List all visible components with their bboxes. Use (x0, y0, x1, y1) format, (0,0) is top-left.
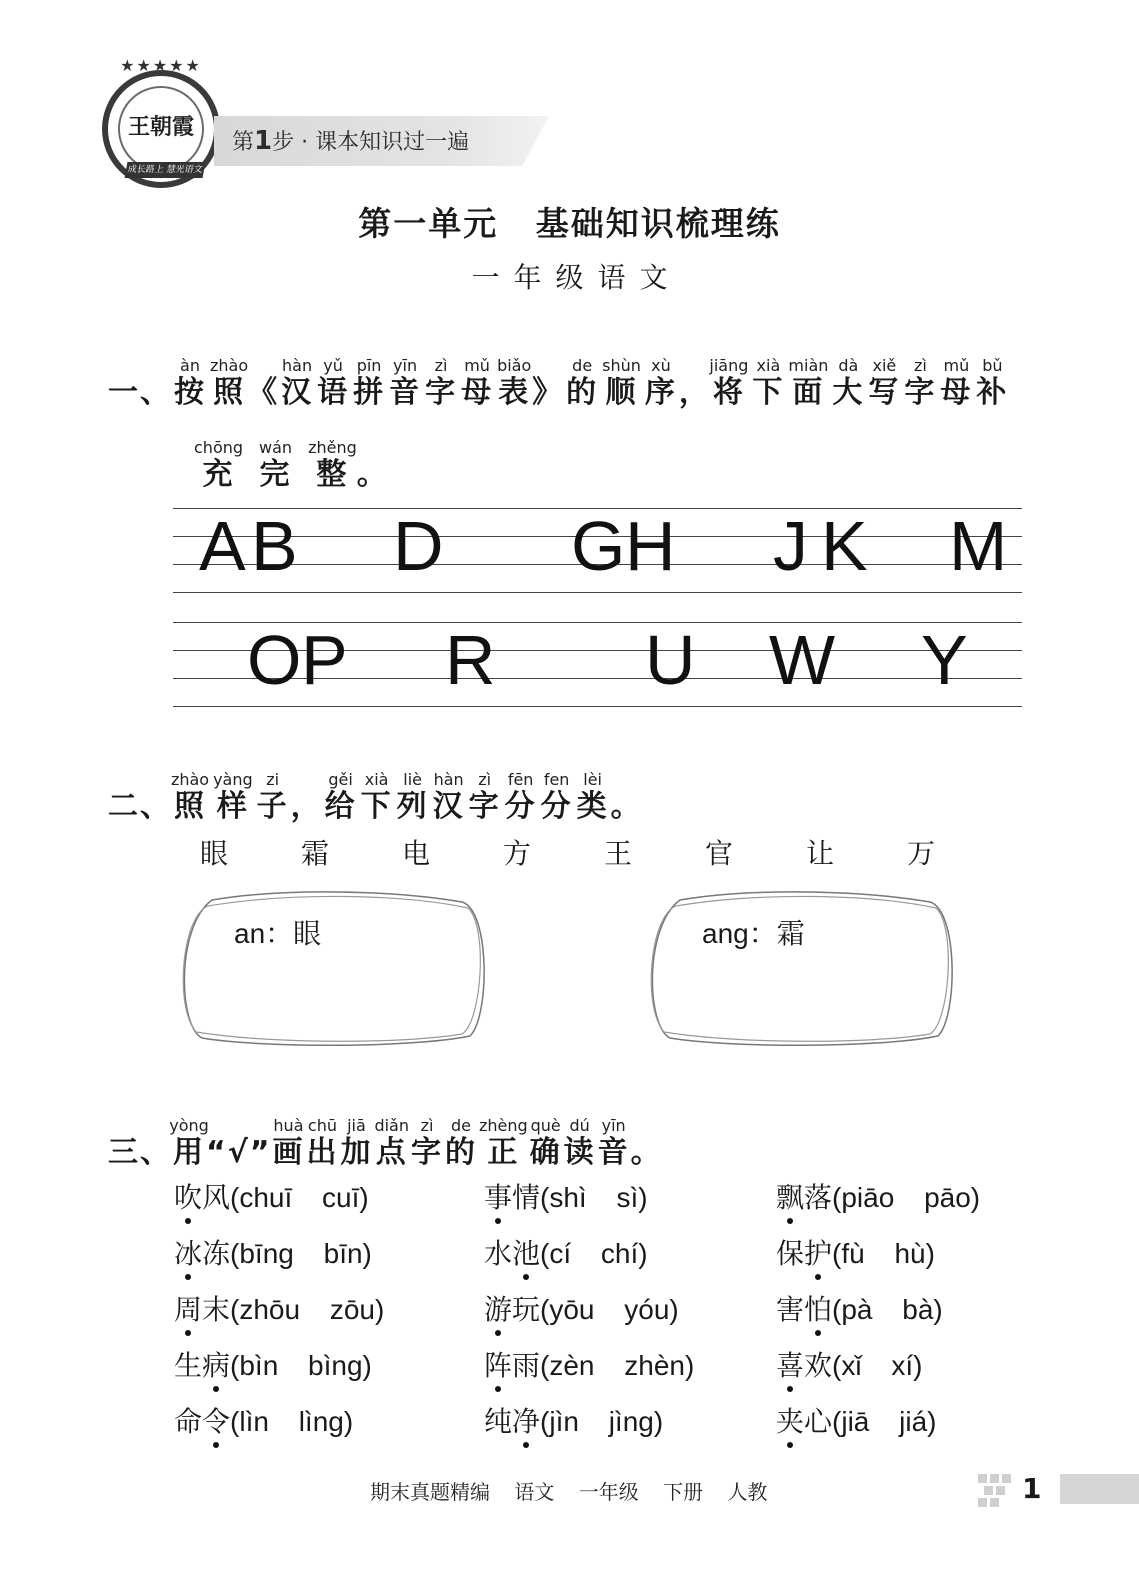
logo-name: 王朝霞 (127, 114, 194, 140)
section1-index: 一、 (108, 375, 172, 410)
letter-J: J (773, 507, 808, 585)
oval-ang-label: ang：霜 (702, 918, 805, 949)
hanzi-with-pinyin: 按àn (174, 356, 206, 410)
hanzi-with-pinyin: 将jiāng (709, 356, 749, 410)
letter-M: M (949, 507, 1008, 585)
section2-index: 二、 (108, 789, 172, 824)
hanzi-with-pinyin: 照zhào (210, 356, 249, 410)
logo-stars: ★★★★★ (120, 56, 202, 75)
hanzi-with-pinyin: 正zhèng (478, 1116, 528, 1170)
section3-line (108, 1118, 663, 1168)
choice-char: 池 (512, 1232, 540, 1272)
classify-char: 让 (806, 837, 835, 870)
punctuation: ， (678, 375, 711, 410)
choice-pinyin: (jiā jiá) (832, 1406, 937, 1437)
punctuation: 》 (532, 375, 565, 410)
hanzi-with-pinyin: 的de (444, 1116, 477, 1170)
choice-char: 事 (484, 1176, 512, 1216)
oval-an-label: an：眼 (234, 918, 322, 949)
hanzi-with-pinyin: 写xiě (868, 356, 901, 410)
hanzi-with-pinyin: 序xù (644, 356, 677, 410)
choice-char: 病 (202, 1344, 230, 1384)
choice-char: 命 (174, 1405, 203, 1438)
choice-char: 保 (776, 1237, 805, 1270)
classify-char: 万 (907, 837, 936, 870)
letter-A: A (199, 507, 246, 585)
hanzi-with-pinyin: 样yàng (213, 770, 253, 824)
hanzi-with-pinyin: 整zhěng (308, 438, 357, 492)
hanzi-with-pinyin: 给gěi (324, 770, 357, 824)
choice-pinyin: (zhōu zōu) (230, 1294, 385, 1325)
choice-pinyin: (lìn lìng) (230, 1406, 354, 1437)
choice-char: 雨 (512, 1349, 541, 1382)
hanzi-with-pinyin: 大dà (832, 356, 865, 410)
choice-char: 纯 (484, 1405, 513, 1438)
choice-item[interactable] (484, 1288, 679, 1328)
choice-item[interactable] (484, 1232, 648, 1272)
page-subtitle: 一年级语文 (471, 261, 682, 294)
letter-B: B (251, 507, 298, 585)
section1-line1 (108, 358, 1010, 408)
letter-U: U (645, 621, 696, 699)
choice-pinyin: (fù hù) (832, 1238, 935, 1269)
letter-O: O (247, 621, 302, 699)
choice-pinyin: (chuī cuī) (230, 1182, 369, 1213)
hanzi-with-pinyin: 拼pīn (353, 356, 386, 410)
oval-an (172, 886, 494, 1052)
choice-char: 净 (512, 1400, 540, 1440)
choice-char: 怕 (804, 1288, 832, 1328)
choice-char: 冰 (174, 1232, 202, 1272)
choice-item[interactable] (484, 1344, 694, 1384)
hanzi-with-pinyin: 汉hàn (281, 356, 314, 410)
choice-char: 水 (484, 1237, 513, 1270)
section1-line2 (186, 440, 389, 490)
choice-char: 情 (512, 1181, 541, 1214)
punctuation: “√” (206, 1135, 272, 1170)
hanzi-with-pinyin: 的de (566, 356, 599, 410)
choice-item[interactable] (776, 1344, 922, 1384)
page-title: 第一单元 基础知识梳理练 (358, 204, 781, 243)
choice-char: 害 (776, 1293, 805, 1326)
section2-question (170, 770, 643, 824)
hanzi-with-pinyin: 下xià (752, 356, 785, 410)
choice-char: 心 (804, 1405, 833, 1438)
section1-question-cont (186, 438, 389, 492)
section3-index: 三、 (108, 1135, 172, 1170)
letter-row-2 (173, 618, 1022, 702)
choice-pinyin: (jìn jìng) (540, 1406, 664, 1437)
choice-char: 令 (202, 1400, 230, 1440)
hanzi-with-pinyin: 加jiā (340, 1116, 373, 1170)
classify-char: 霜 (301, 837, 330, 870)
choice-char: 欢 (804, 1349, 833, 1382)
hanzi-with-pinyin: 画huà (272, 1116, 305, 1170)
choice-char: 落 (804, 1181, 833, 1214)
choice-char: 玩 (512, 1293, 541, 1326)
hanzi-with-pinyin: 顺shùn (602, 356, 641, 410)
hanzi-with-pinyin: 补bǔ (976, 356, 1009, 410)
letter-K: K (821, 507, 868, 585)
writing-grid-row2 (173, 622, 1022, 706)
choice-char: 护 (804, 1232, 832, 1272)
section1-question (172, 356, 1010, 410)
choice-char: 吹 (174, 1176, 202, 1216)
hanzi-with-pinyin: 字zì (425, 356, 458, 410)
choice-pinyin: (pà bà) (832, 1294, 943, 1325)
hanzi-with-pinyin: 子zi (256, 770, 289, 824)
letter-D: D (393, 507, 444, 585)
letter-G: G (571, 507, 626, 585)
classify-char: 电 (402, 837, 431, 870)
hanzi-with-pinyin: 列liè (396, 770, 429, 824)
letter-W: W (769, 621, 836, 699)
choice-char: 周 (174, 1288, 202, 1328)
hanzi-with-pinyin: 面miàn (788, 356, 829, 410)
page-bar (1060, 1474, 1139, 1504)
punctuation: ， (290, 789, 323, 824)
choice-item[interactable] (174, 1288, 384, 1328)
choice-pinyin: (cí chí) (540, 1238, 648, 1269)
classify-char: 眼 (200, 837, 229, 870)
classify-char: 王 (604, 837, 633, 870)
step-prefix: 第 (232, 130, 255, 155)
publisher-logo (102, 56, 220, 188)
letter-Y: Y (921, 621, 968, 699)
hanzi-with-pinyin: 照zhào (170, 770, 210, 824)
choice-char: 喜 (776, 1344, 804, 1384)
hanzi-with-pinyin: 充chōng (194, 438, 244, 492)
choice-item[interactable] (776, 1176, 980, 1216)
hanzi-with-pinyin: 字zì (468, 770, 501, 824)
choice-pinyin: (piāo pāo) (832, 1182, 981, 1213)
choice-pinyin: (bīng bīn) (230, 1238, 372, 1269)
choice-pinyin: (shì sì) (540, 1182, 648, 1213)
choice-item[interactable] (484, 1176, 648, 1216)
choice-char: 夹 (776, 1400, 804, 1440)
oval-ang (640, 886, 962, 1052)
page-number: 1 (1022, 1472, 1042, 1505)
choice-item[interactable] (174, 1400, 353, 1440)
hanzi-with-pinyin: 分fen (540, 770, 573, 824)
hanzi-with-pinyin: 类lèi (576, 770, 609, 824)
choice-char: 冻 (202, 1237, 231, 1270)
letter-H: H (625, 507, 676, 585)
punctuation: 。 (610, 789, 643, 824)
hanzi-with-pinyin: 汉hàn (432, 770, 465, 824)
choice-item[interactable] (174, 1232, 372, 1272)
punctuation: 。 (356, 457, 389, 492)
hanzi-with-pinyin: 语yǔ (317, 356, 350, 410)
step-label (232, 125, 469, 156)
hanzi-with-pinyin: 音yīn (597, 1116, 630, 1170)
choice-item[interactable] (776, 1400, 937, 1440)
choice-pinyin: (zèn zhèn) (540, 1350, 695, 1381)
choice-item[interactable] (484, 1400, 663, 1440)
choice-char: 生 (174, 1349, 203, 1382)
step-suffix: 步 · 课本知识过一遍 (272, 130, 470, 155)
hanzi-with-pinyin: 母mǔ (461, 356, 494, 410)
choice-item[interactable] (174, 1344, 372, 1384)
footer-text: 期末真题精编 语文 一年级 下册 人教 (370, 1480, 768, 1504)
hanzi-with-pinyin: 点diǎn (374, 1116, 409, 1170)
hanzi-with-pinyin: 音yīn (389, 356, 422, 410)
hanzi-with-pinyin: 字zì (410, 1116, 443, 1170)
hanzi-with-pinyin: 母mǔ (940, 356, 973, 410)
hanzi-with-pinyin: 用yòng (169, 1116, 209, 1170)
hanzi-with-pinyin: 分fēn (504, 770, 537, 824)
choice-char: 游 (484, 1288, 512, 1328)
choice-pinyin: (yōu yóu) (540, 1294, 679, 1325)
hanzi-with-pinyin: 表biǎo (497, 356, 532, 410)
hanzi-with-pinyin: 读dú (563, 1116, 596, 1170)
choice-pinyin: (bìn bìng) (230, 1350, 372, 1381)
choice-item[interactable] (776, 1232, 935, 1272)
choice-item[interactable] (776, 1288, 943, 1328)
choice-char: 阵 (484, 1344, 512, 1384)
logo-ribbon: 成长路上 慧光语文 (125, 162, 206, 178)
hanzi-with-pinyin: 完wán (259, 438, 293, 492)
step-number: 1 (254, 126, 273, 156)
hanzi-with-pinyin: 确què (529, 1116, 562, 1170)
choice-item[interactable] (174, 1176, 369, 1216)
section2-line (108, 772, 643, 822)
choice-char: 风 (202, 1181, 231, 1214)
hanzi-with-pinyin: 字zì (904, 356, 937, 410)
hanzi-with-pinyin: 下xià (360, 770, 393, 824)
classify-char: 方 (503, 837, 532, 870)
classify-char: 官 (705, 837, 734, 870)
letter-row-1 (173, 504, 1022, 588)
section3-question (169, 1116, 663, 1170)
punctuation: 《 (247, 375, 280, 410)
hanzi-with-pinyin: 出chū (306, 1116, 339, 1170)
punctuation: 。 (630, 1135, 663, 1170)
choice-char: 飘 (776, 1176, 804, 1216)
writing-grid-row1 (173, 508, 1022, 592)
choice-pinyin: (xǐ xí) (832, 1350, 923, 1381)
letter-P: P (301, 621, 348, 699)
choice-char: 末 (202, 1293, 231, 1326)
letter-R: R (445, 621, 496, 699)
